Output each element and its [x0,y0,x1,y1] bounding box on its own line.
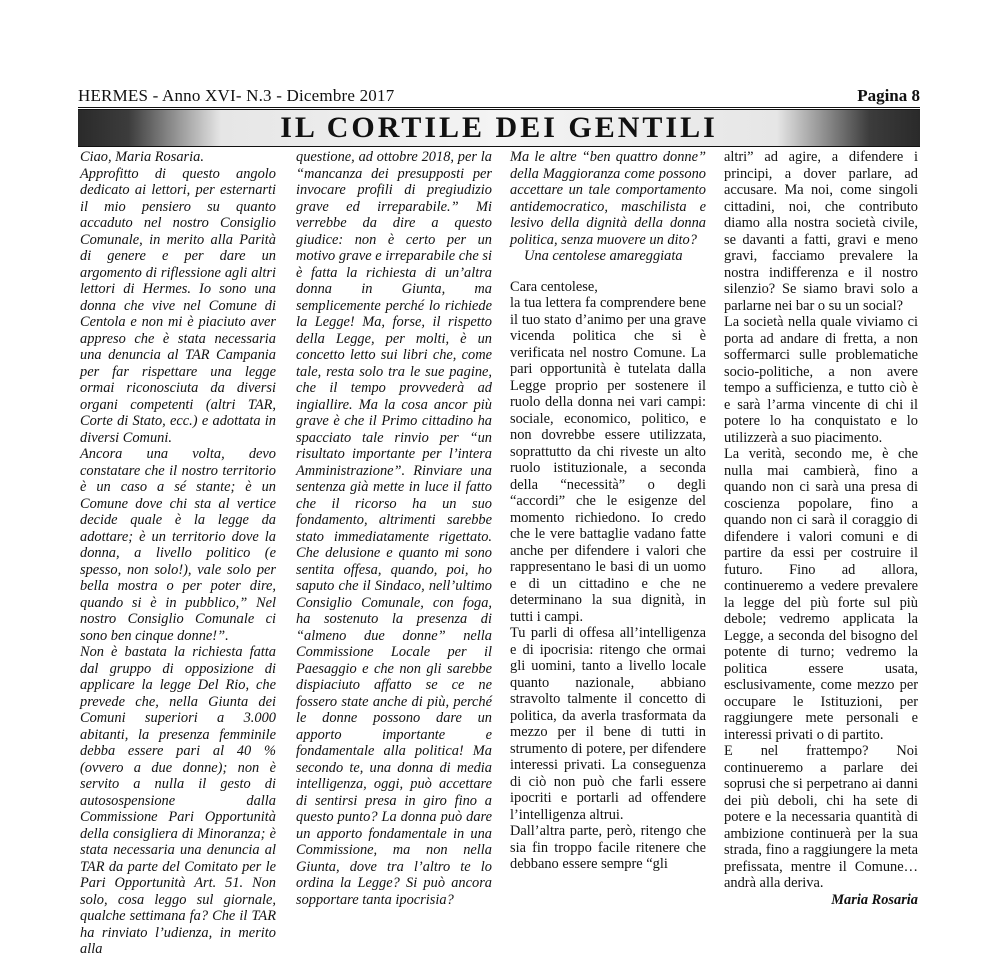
column-1 [80,149,276,957]
reply-paragraph: altri” ad agire, a difendere i principi, a dover parlare, ad accusare. Ma noi, come singoli cittadini, noi, che contributo diamo alla nostra società civile, se davanti a fatti, gravi e meno gravi, facciamo prevalere la nostra indifferenza e il nostro silenzio? Se siamo bravi solo a parlarne nei bar o su un social? [724,149,918,314]
page-header [78,86,920,108]
letter-paragraph: Ancora una volta, devo constatare che il nostro territorio è un caso a sé stante; è un Comune dove chi sta al vertice decide quale è la legge da adottare; è un territorio dove la donna, a livello politico (e spesso, non solo!), vale solo per bella mostra o per poter dire, quando si è in pubblico,” Nel nostro Consiglio Comunale ci sono ben cinque donne!”. [80,446,276,644]
column-2 [296,149,492,924]
reply-paragraph: Tu parli di offesa all’intelligenza e di ipocrisia: ritengo che ormai gli uomini, tanto a livello locale quanto nazionale, abbiano stravolto talmente il concetto di politica, da averla trasformata da mezzo per il bene di tutti in strumento di potere, per difendere interessi privati. La conseguenza di ciò non può che farli essere ipocriti e portarli ad offendere l’intelligenza altrui. [510,625,706,823]
publication-info: HERMES - Anno XVI- N.3 - Dicembre 2017 [78,86,395,105]
letter-paragraph: questione, ad ottobre 2018, per la “mancanza dei presupposti per invocare profili di pregiudizio grave ed irreparabile.” Mi verrebbe da dire a questo giudice: non è certo per un motivo grave e irreparabile che si è fatta la richiesta di un’altra donna in Giunta, ma semplicemente perché lo richiede la Legge! Ma, forse, il rispetto della Legge, per molti, è un concetto letto sui libri che, come tale, resta solo tra le sue pagine, che il tempo provvederà ad ingiallire. Ma la cosa ancor più grave è che il Primo cittadino ha spacciato tale rinvio per “un risultato importante per l’intera Amministrazione”. Rinviare una sentenza già mette in luce il fatto che il ricorso ha un suo fondamento, altrimenti sarebbe stato immediatamente rigettato. Che delusione e quanto mi sono sentita offesa, quando, poi, ho saputo che il Sindaco, nell’ultimo Consiglio Comunale, con foga, ha sostenuto la presenza di “almeno due donne” nella Commissione Locale per il Paesaggio e che non gli sarebbe dispiaciuto affatto se ce ne fossero state anche di più, perché le donne possono dare un apporto importante e fondamentale alla politica! Ma secondo te, una donna di media intelligenza, oggi, può accettare di sentirsi presa in giro fino a questo punto? La donna può dare un apporto fondamentale in una Commissione, ma non nella Giunta, dove tra l’altro te lo ordina la Legge? Si può ancora sopportare tanta ipocrisia? [296,149,492,908]
page-number: Pagina 8 [857,86,920,105]
section-banner [78,109,920,147]
header-rule [78,107,920,108]
reply-paragraph: E nel frattempo? Noi continueremo a parlare dei soprusi che si perpetrano ai danni dei più deboli, chi ha sete di potere e la necessaria quantità di ambizione continuerà per la sua strada, fino a raggiungere la meta prefissata, mentre il Comune… andrà alla deriva. [724,743,918,891]
reply-greeting: Cara centolese, [510,278,598,295]
article-columns [78,149,920,957]
reply-paragraph: la tua lettera fa comprendere bene il tuo stato d’animo per una grave vicenda politica che si è verificata nel nostro Comune. La pari opportunità è tutelata dalla Legge proprio per sostenere il ruolo della donna nei vari campi: sociale, economico, politico, e non dovrebbe essere utilizzata, soprattutto da chi riveste un alto ruolo istituzionale, a seconda della “necessità” o degli “accordi” che le esigenze del momento richiedono. Io credo che le vere battaglie vadano fatte anche per difendere i valori che rappresentano le basi di un uomo e di un cittadino e che ne determinano la sua dignità, in tutti i campi. [510,295,706,625]
reply-paragraph: La società nella quale viviamo ci porta ad andare di fretta, a non soffermarci sulle problematiche socio-politiche, a non avere tempo a sufficienza, e tutto ciò è e sarà l’arma vincente di chi il potere lo ha conquistato e lo utilizzerà a suo piacimento. [724,314,918,446]
reply-paragraph: Dall’altra parte, però, ritengo che sia fin troppo facile ritenere che debbano essere sempre “gli [510,823,706,872]
reply-signature: Maria Rosaria [831,891,918,908]
letter-paragraph: Approfitto di questo angolo dedicato ai lettori, per esternarti il mio pensiero su quanto accaduto nel nostro Consiglio Comunale, in merito alla Parità di genere e per dare un argomento di riflessione agli altri lettori di Hermes. Io sono una donna che vive nel Comune di Centola e non mi è piaciuto aver appreso che è stata necessaria una denuncia al TAR Campania per far rispettare una legge ormai riconosciuta da diversi organi competenti (altri TAR, Corte di Stato, ecc.) e adottata in diversi Comuni. [80,165,276,446]
reply-paragraph: La verità, secondo me, è che nulla mai cambierà, fino a quando non ci sarà una presa di coscienza popolare, fino a quando non ci sarà il coraggio di difendere i valori comuni e di partire da essi per costruire il futuro. Fino ad allora, continueremo a vedere prevalere la legge del più forte sul più debole; vedremo applicata la Legge, a seconda del bisogno del potente di turno; vedremo la politica essere usata, esclusivamente, come mezzo per occupare le Istituzioni, per raggiungere mete personali e interessi privati o di partito. [724,446,918,743]
column-4 [724,149,918,924]
letter-signature: Una centolese amareggiata [524,248,683,264]
letter-paragraph: Ma le altre “ben quattro donne” della Maggioranza come possono accettare un tale comportamento antidemocratico, maschilista e lesivo della dignità della donna politica, senza muovere un dito? [510,149,706,248]
letter-paragraph: Non è bastata la richiesta fatta dal gruppo di opposizione di applicare la legge Del Rio, che prevede che, nella Giunta dei Comuni superiori a 3.000 abitanti, la presenza femminile debba essere pari al 40 % (ovvero a due donne); non è servito a nulla il gesto di autosospensione dalla Commissione Pari Opportunità della consigliera di Minoranza; è stata necessaria una denuncia al TAR da parte del Comitato per le Pari Opportunità Art. 51. Non solo, cosa leggo sul giornale, qualche settimana fa? Che il TAR ha rinviato l’udienza, in merito alla [80,644,276,957]
letter-greeting: Ciao, Maria Rosaria. [80,149,204,165]
column-3 [510,149,706,924]
section-title: IL CORTILE DEI GENTILI [280,111,718,144]
